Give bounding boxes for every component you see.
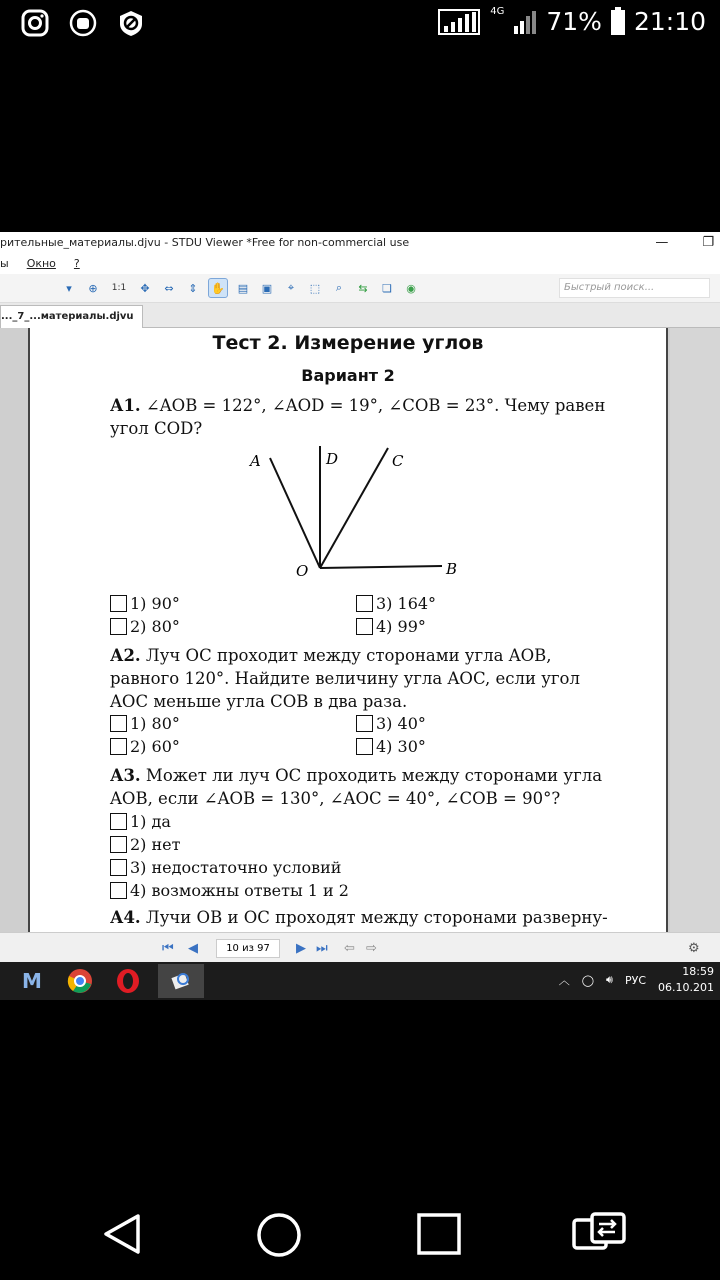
clock: 21:10 — [633, 6, 706, 36]
tab-bar — [0, 303, 720, 328]
network-icon[interactable]: ◯ — [581, 973, 595, 987]
label-b: B — [446, 560, 458, 578]
actual-size-button[interactable]: 1:1 — [111, 283, 127, 293]
status-bar — [0, 0, 720, 50]
battery-percent: 71% — [546, 6, 602, 36]
a3-option-2[interactable] — [110, 835, 181, 854]
page-number-field[interactable]: 10 из 97 — [216, 939, 280, 958]
settings-icon[interactable]: ⚙ — [688, 941, 700, 956]
option-text: 2) 60° — [130, 737, 180, 756]
sync-icon[interactable]: ⇆ — [358, 281, 368, 295]
fit-page-icon[interactable]: ✥ — [140, 281, 150, 295]
battery-icon — [610, 7, 626, 35]
question-a4-text: Лучи OB и OC проходят между сторонами разверну- — [145, 908, 608, 927]
first-page-icon[interactable]: ⏮ — [162, 941, 174, 956]
stdu-viewer-window — [0, 232, 720, 1000]
select-text-icon[interactable]: ▤ — [237, 281, 249, 295]
title-bar — [0, 232, 720, 254]
zoom-in-icon[interactable]: ⊕ — [88, 281, 98, 295]
dropdown-icon[interactable]: ▾ — [66, 281, 72, 295]
a1-option-2[interactable] — [110, 617, 180, 636]
forward-icon[interactable]: ⇨ — [366, 941, 377, 956]
chrome-icon[interactable] — [62, 964, 98, 998]
blocked-icon — [116, 8, 146, 38]
question-a4-label: А4. — [110, 908, 141, 927]
checkbox[interactable] — [110, 859, 127, 876]
next-page-icon[interactable]: ▶ — [296, 941, 306, 956]
signal-icon-2 — [512, 6, 538, 36]
globe-icon[interactable]: ◉ — [406, 281, 416, 295]
question-a2-text: Луч OC проходит между сторонами угла AOB, равного 120°. Найдите величину угла AOC, если угол AOC меньше угла COB в два раза. — [110, 646, 580, 711]
menu-item-help[interactable]: ? — [73, 257, 80, 270]
recents-button[interactable] — [416, 1212, 462, 1256]
network-type: 4G — [490, 5, 505, 17]
checkbox[interactable] — [356, 618, 373, 635]
instagram-icon — [20, 8, 50, 38]
opera-icon[interactable] — [110, 964, 146, 998]
a3-option-1[interactable] — [110, 812, 171, 831]
variant-title: Вариант 2 — [301, 366, 395, 385]
hand-tool-icon[interactable]: ✋ — [208, 278, 228, 298]
option-text: 4) 30° — [376, 737, 426, 756]
question-a2-label: А2. — [110, 646, 141, 665]
android-debug-icon — [68, 8, 98, 38]
question-a3-text: Может ли луч OC проходить между сторонами угла AOB, если ∠AOB = 130°, ∠AOC = 40°, ∠COB = 90°? — [110, 766, 603, 808]
taskbar-clock[interactable] — [658, 964, 714, 996]
system-tray — [559, 964, 714, 996]
option-text: 4) возможны ответы 1 и 2 — [130, 881, 349, 900]
copy-icon[interactable]: ❏ — [382, 281, 392, 295]
document-tab[interactable]: ..._7_...материалы.djvu — [0, 305, 143, 328]
checkbox[interactable] — [356, 715, 373, 732]
question-a1-text: ∠AOB = 122°, ∠AOD = 19°, ∠COB = 23°. Чему равен угол COD? — [110, 396, 606, 438]
app-switch-icon[interactable] — [572, 1212, 626, 1252]
option-text: 1) да — [130, 812, 171, 831]
menu-bar — [0, 254, 720, 274]
question-a1-label: А1. — [110, 396, 141, 415]
chevron-up-icon[interactable]: ︿ — [558, 974, 570, 987]
fit-width-icon[interactable]: ⇔ — [164, 281, 174, 295]
a2-option-2[interactable] — [110, 737, 180, 756]
checkbox[interactable] — [110, 882, 127, 899]
a1-option-3[interactable] — [356, 594, 436, 613]
question-a4 — [110, 906, 610, 929]
select-area-icon[interactable]: ⬚ — [309, 281, 321, 295]
a2-option-4[interactable] — [356, 737, 426, 756]
label-d: D — [326, 450, 339, 468]
taskbar-date: 06.10.201 — [658, 981, 714, 994]
label-c: C — [392, 452, 404, 470]
find-icon[interactable]: ⌕ — [335, 281, 343, 294]
windows-taskbar — [0, 962, 720, 1000]
option-text: 2) 80° — [130, 617, 180, 636]
a3-option-3[interactable] — [110, 858, 341, 877]
a1-option-4[interactable] — [356, 617, 426, 636]
document-page — [28, 328, 668, 932]
question-a3 — [110, 764, 610, 810]
a1-option-1[interactable] — [110, 594, 180, 613]
language-indicator[interactable]: РУС — [624, 973, 647, 987]
checkbox[interactable] — [356, 595, 373, 612]
checkbox[interactable] — [110, 836, 127, 853]
angle-diagram — [240, 446, 470, 580]
checkbox[interactable] — [110, 618, 127, 635]
quick-search-input[interactable]: Быстрый поиск... — [559, 278, 710, 298]
option-text: 2) нет — [130, 835, 181, 854]
last-page-icon[interactable]: ⏭ — [316, 941, 328, 956]
taskbar-time: 18:59 — [682, 965, 714, 978]
minimize-button[interactable]: — — [655, 235, 669, 250]
page-navigation-bar — [0, 932, 720, 963]
a2-option-1[interactable] — [110, 714, 180, 733]
stdu-viewer-taskbar-icon[interactable] — [158, 964, 204, 998]
question-a1 — [110, 394, 610, 440]
vertical-scrollbar[interactable] — [670, 328, 720, 932]
option-text: 3) недостаточно условий — [130, 858, 342, 877]
fit-height-icon[interactable]: ⇕ — [188, 281, 198, 295]
question-a3-label: А3. — [110, 766, 141, 785]
signal-icon — [438, 6, 482, 36]
volume-icon[interactable]: 🔊︎ — [606, 973, 613, 986]
label-a: A — [250, 452, 261, 470]
a3-option-4[interactable] — [110, 881, 349, 900]
question-a2 — [110, 644, 610, 713]
option-text: 3) 40° — [376, 714, 426, 733]
option-text: 4) 99° — [376, 617, 426, 636]
prev-page-icon[interactable]: ◀ — [188, 941, 198, 956]
document-viewer[interactable] — [0, 328, 720, 932]
checkbox[interactable] — [110, 595, 127, 612]
checkbox[interactable] — [110, 813, 127, 830]
back-icon[interactable]: ⇦ — [344, 941, 355, 956]
checkbox[interactable] — [110, 738, 127, 755]
checkbox[interactable] — [110, 715, 127, 732]
system-navigation-bar — [0, 1190, 720, 1280]
back-button[interactable] — [100, 1212, 144, 1256]
restore-button[interactable]: ❐ — [702, 235, 714, 250]
app-m-icon[interactable]: M — [22, 969, 42, 993]
window-title: рительные_материалы.djvu - STDU Viewer *Free for non-commercial use — [0, 236, 410, 249]
toolbar — [0, 274, 720, 303]
select-image-icon[interactable]: ▣ — [261, 281, 273, 295]
home-button[interactable] — [256, 1212, 302, 1258]
menu-item-window[interactable]: Окно — [26, 257, 56, 270]
option-text: 1) 90° — [130, 594, 180, 613]
snapshot-icon[interactable]: ⌖ — [287, 281, 295, 294]
test-title: Тест 2. Измерение углов — [212, 332, 484, 354]
label-o: O — [296, 562, 309, 580]
option-text: 3) 164° — [376, 594, 437, 613]
checkbox[interactable] — [356, 738, 373, 755]
a2-option-3[interactable] — [356, 714, 426, 733]
option-text: 1) 80° — [130, 714, 180, 733]
menu-item-tools[interactable]: ы — [0, 257, 9, 270]
